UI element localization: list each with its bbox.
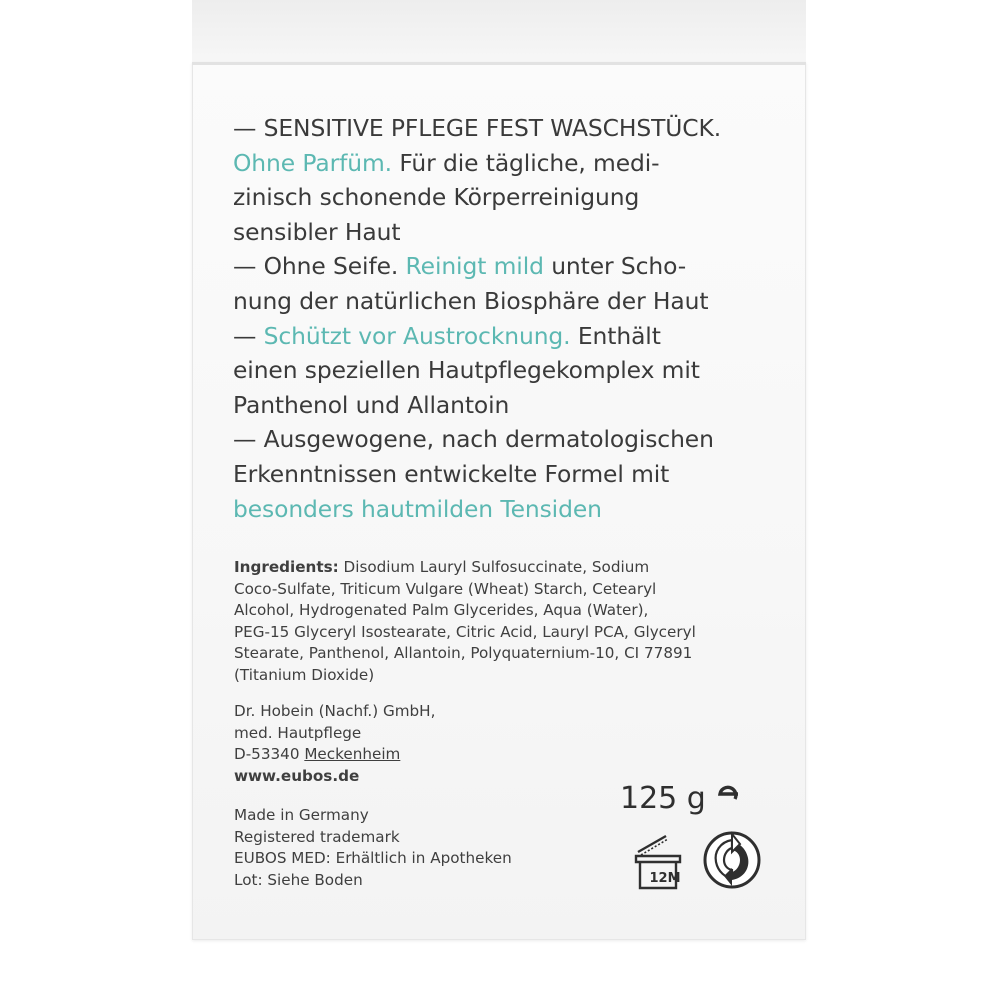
net-weight xyxy=(620,780,742,816)
manufacturer-city: Meckenheim xyxy=(304,745,401,764)
ingredients-line: Alcohol, Hydrogenated Palm Glycerides, Aqua (Water), xyxy=(234,601,649,620)
legal-line: Lot: Siehe Boden xyxy=(234,870,363,889)
description-text: Erkenntnissen entwickelte Formel mit xyxy=(233,459,670,488)
description-line xyxy=(233,146,793,181)
ingredients-line: PEG-15 Glyceryl Isostearate, Citric Acid, Lauryl PCA, Glyceryl xyxy=(234,622,696,641)
website-link[interactable]: www.eubos.de xyxy=(234,766,360,785)
legal-line: Made in Germany xyxy=(234,806,369,824)
description-text: — Ausgewogene, nach dermatologischen xyxy=(233,425,714,454)
open-jar-pao-icon xyxy=(628,830,688,896)
description-text: einen speziellen Hautpflegekomplex mit xyxy=(233,356,700,385)
ingredients-line: (Titanium Dioxide) xyxy=(234,665,375,684)
estimated-sign-icon xyxy=(714,780,742,816)
description-line xyxy=(233,457,793,492)
description-line xyxy=(233,215,793,250)
description-line xyxy=(233,249,793,284)
description-line xyxy=(233,111,793,146)
manufacturer-address xyxy=(234,701,435,787)
net-weight-value: 125 g xyxy=(620,780,706,816)
description-text: Panthenol und Allantoin xyxy=(233,390,510,419)
legal-line: Registered trademark xyxy=(234,827,400,846)
legal-info xyxy=(234,805,512,891)
description-text: — Ohne Seife. xyxy=(233,252,406,281)
box-lid-edge xyxy=(192,62,806,65)
manufacturer-postcode: D-53340 xyxy=(234,745,305,764)
description-line xyxy=(233,492,793,527)
description-text: zinisch schonende Körperreinigung xyxy=(233,183,640,212)
description-line xyxy=(233,180,793,215)
ingredients-first-line xyxy=(234,557,774,579)
ingredients-label: Ingredients: xyxy=(234,558,339,576)
manufacturer-line2: med. Hautpflege xyxy=(234,723,362,742)
green-dot-recycling-icon xyxy=(702,830,762,894)
highlight-text: besonders hautmilden Tensiden xyxy=(233,494,602,523)
description-text: Für die tägliche, medi- xyxy=(391,148,660,177)
highlight-text: Reinigt mild xyxy=(405,252,544,281)
description-text: — xyxy=(233,321,264,350)
box-top-edge xyxy=(192,0,806,64)
product-description xyxy=(233,111,793,526)
description-line xyxy=(233,319,793,354)
description-text: nung der natürlichen Biosphäre der Haut xyxy=(233,286,709,315)
description-text: — SENSITIVE PFLEGE FEST WASCHSTÜCK. xyxy=(233,114,722,142)
description-line xyxy=(233,422,793,457)
description-line xyxy=(233,353,793,388)
legal-line: EUBOS MED: Erhältlich in Apotheken xyxy=(234,849,512,868)
manufacturer-city-line xyxy=(234,744,435,766)
description-text: sensibler Haut xyxy=(233,217,401,246)
description-text: Enthält xyxy=(570,321,661,350)
description-text: unter Scho- xyxy=(543,252,687,281)
description-line xyxy=(233,284,793,319)
highlight-text: Schützt vor Austrocknung. xyxy=(263,321,571,350)
manufacturer-name: Dr. Hobein (Nachf.) GmbH, xyxy=(234,702,436,720)
ingredients-list xyxy=(234,557,774,687)
ingredients-text: Disodium Lauryl Sulfosuccinate, Sodium xyxy=(338,558,650,576)
highlight-text: Ohne Parfüm. xyxy=(233,148,392,177)
ingredients-line: Coco-Sulfate, Triticum Vulgare (Wheat) Starch, Cetearyl xyxy=(234,579,657,598)
pao-label: 12M xyxy=(649,871,681,886)
ingredients-line: Stearate, Panthenol, Allantoin, Polyquaternium-10, CI 77891 xyxy=(234,644,693,663)
description-line xyxy=(233,388,793,423)
